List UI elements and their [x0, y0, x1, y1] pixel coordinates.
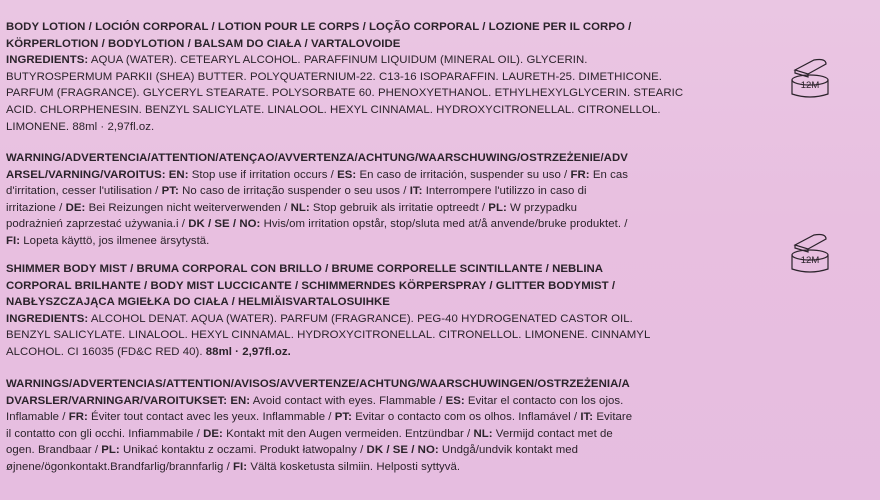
body-lotion-section	[6, 19, 784, 135]
open-jar-icon: 12M	[786, 56, 834, 100]
body-mist-section	[6, 261, 784, 361]
open-jar-icon: 12M	[786, 231, 834, 275]
mist-warning-text: WARNINGS/ADVERTENCIAS/ATTENTION/AVISOS/AVVERTENZE/ACHTUNG/WAARSCHUWINGEN/OSTRZEŻENIA/A DVARSLER/VARNINGAR/VAROITUKSET: EN: Avoid contact with eyes. Flammable / ES: Evitar el contacto con los ojos. Inflamable / FR: Éviter tout contact avec les yeux. Inflammable / PT: Evitar o contacto com os olhos. Inflamável / IT: Evitare il contatto con gli occhi. Infiammabile / DE: Kontakt mit den Augen vermeiden. Entzündbar / NL: Vermijd contact met de ogen. Brandbaar / PL: Unikać kontaktu z oczami. Produkt łatwopalny / DK / SE / NO: Undgå/undvik kontakt med øjnene/ögonkontakt.Brandfarlig/brannfarlig / FI: Vältä kosketusta silmiin. Helposti syttyvä.	[6, 378, 633, 473]
lotion-warning-text: WARNING/ADVERTENCIA/ATTENTION/ATENÇAO/AVVERTENZA/ACHTUNG/WAARSCHUWING/OSTRZEŻENIE/ADV ARSEL/VARNING/VAROITUS: EN: Stop use if irritation occurs / ES: En caso de irritación, suspender su uso / FR: En cas d'irritation, cesser l'utilisation / PT: No caso de irritação suspender o seu usos / IT: Interrompere l'utilizzo in caso di irritazione / DE: Bei Reizungen nicht weiterverwenden / NL: Stop gebruik als irritatie optreedt / PL: W przypadku podrażnień zaprzestać używania.i / DK / SE / NO: Hvis/om irritation opstår, stop/sluta med at/å anvende/bruke produktet. / FI: Lopeta käyttö, jos ilmenee ärsytystä.	[6, 152, 628, 247]
body-mist-heading: SHIMMER BODY MIST / BRUMA CORPORAL CON BRILLO / BRUME CORPORELLE SCINTILLANTE / NEBLINA CORPORAL BRILHANTE / BODY MIST LUCCICANTE / SCHIMMERNDES KÖRPERSPRAY / GLITTER BODYMIST / NABŁYSZCZAJĄCA MGIEŁKA DO CIAŁA / HELMIÄISVARTALOSUIHKE	[6, 263, 616, 309]
body-lotion-ingredients: INGREDIENTS: AQUA (WATER). CETEARYL ALCOHOL. PARAFFINUM LIQUIDUM (MINERAL OIL). GLYCERIN. BUTYROSPERMUM PARKII (SHEA) BUTTER. POLYQUATERNIUM-22. C13-16 ISOPARAFFIN. LAURETH-25. DIMETHICONE. PARFUM (FRAGRANCE). GLYCERYL STEARATE. POLYSORBATE 60. PHENOXYETHANOL. ETHYLHEXYLGLYCERIN. STEARIC ACID. CHLORPHENESIN. BENZYL SALICYLATE. LINALOOL. HEXYL CINNAMAL. HYDROXYCITRONELLAL. CITRONELLOL. LIMONENE. 88ml · 2,97fl.oz.	[6, 54, 684, 133]
body-mist-ingredients: INGREDIENTS: ALCOHOL DENAT. AQUA (WATER). PARFUM (FRAGRANCE). PEG-40 HYDROGENATED CASTOR OIL. BENZYL SALICYLATE. LINALOOL. HEXYL CINNAMAL. HYDROXYCITRONELLAL. CITRONELLOL. LIMONENE. CINNAMYL ALCOHOL. CI 16035 (FD&C RED 40). 88ml · 2,97fl.oz.	[6, 312, 651, 358]
mist-warning-section	[6, 376, 784, 476]
lotion-warning-section	[6, 150, 784, 250]
body-lotion-heading: BODY LOTION / LOCIÓN CORPORAL / LOTION POUR LE CORPS / LOÇÃO CORPORAL / LOZIONE PER IL CORPO / KÖRPERLOTION / BODYLOTION / BALSAM DO CIAŁA / VARTALOVOIDE	[6, 21, 632, 50]
